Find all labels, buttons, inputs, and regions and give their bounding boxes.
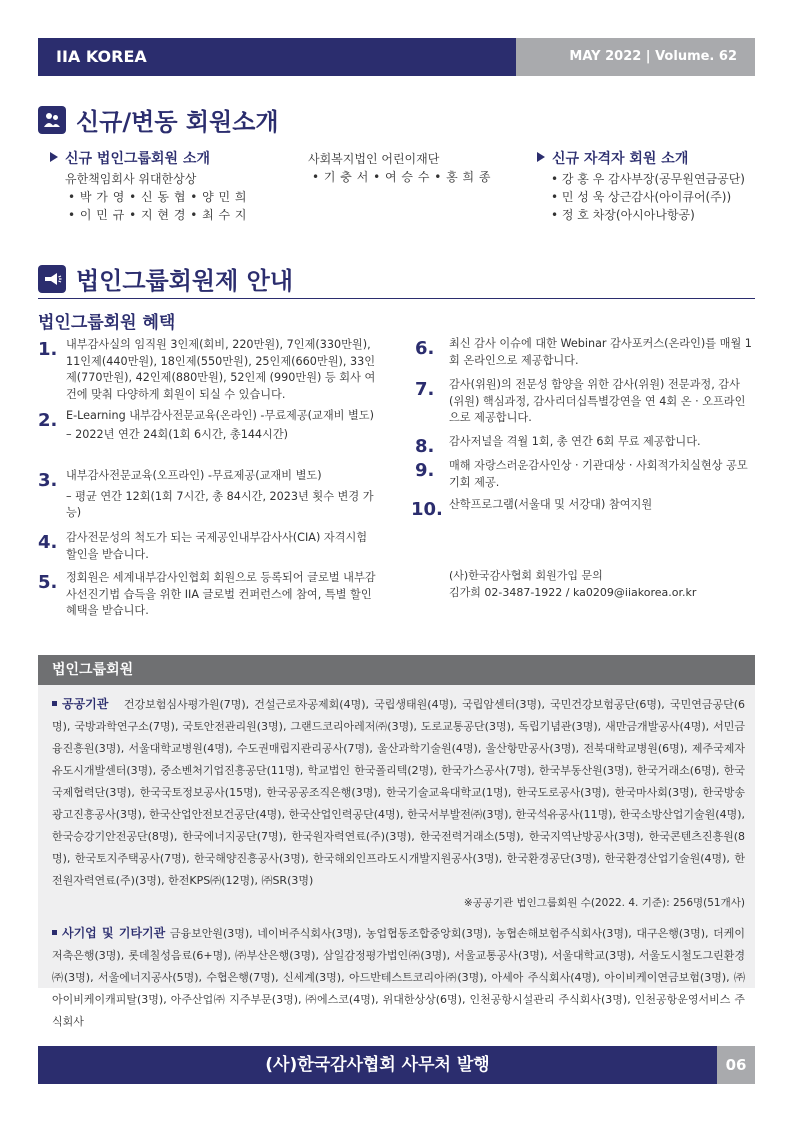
benefit-number: 7. (415, 379, 435, 400)
new-corporate-heading: 신규 법인그룹회원 소개 (50, 150, 247, 168)
benefit-number: 4. (38, 532, 58, 553)
benefit-number: 10. (411, 499, 443, 520)
section2-heading: 법인그룹회원제 안내 (76, 267, 294, 295)
people-icon (38, 106, 66, 134)
benefit-text: 감사(위원)의 전문성 함양을 위한 감사(위원) 전문과정, 감사(위원) 핵심과정, 감사리더십특별강연을 연 4회 온 · 오프라인으로 제공합니다. (449, 378, 746, 424)
square-bullet-icon (52, 930, 57, 935)
benefit-number: 5. (38, 572, 58, 593)
benefit-text: E-Learning 내부감사전문교육(온라인) -무료제공(교재비 별도) – 2022년 연간 24회(1회 6시간, 총144시간) (66, 409, 374, 441)
foundation-members (308, 150, 491, 186)
benefit-text: 최신 감사 이슈에 대한 Webinar 감사포커스(온라인)를 매월 1회 온라인으로 제공합니다. (449, 337, 752, 367)
private-institutions-label: 사기업 및 기타기관 (52, 926, 165, 940)
benefit-number: 3. (38, 470, 58, 491)
benefits-subhead: 법인그룹회원 혜택 (38, 313, 176, 333)
new-certified-heading: 신규 자격자 회원 소개 (537, 150, 745, 168)
benefit-item (415, 336, 755, 369)
benefit-number: 8. (415, 436, 435, 457)
foundation-member-names: • 기 충 서 • 여 승 수 • 홍 희 종 (312, 170, 492, 184)
section2-divider (38, 298, 755, 299)
benefit-text: 감사전문성의 척도가 되는 국제공인내부감사사(CIA) 자격시험 할인을 받습니다. (66, 531, 368, 561)
foundation-name: 사회복지법인 어린이재단 (308, 152, 440, 166)
benefit-text: 내부감사실의 임직원 3인제(회비, 220만원), 7인제(330만원), 11인제(440만원), 18인제(550만원), 25인제(660만원), 33인제(770만원), 42인제(880만원), 52인제 (990만원) 등 회사 여건에 맞춰 다양하게 회원이 되실 수 있습니다. (66, 338, 376, 401)
benefit-text: 매해 자랑스러운감사인상 · 기관대상 · 사회적가치실현상 공모기회 제공. (449, 459, 748, 489)
square-bullet-icon (52, 701, 57, 706)
benefit-item (38, 530, 378, 563)
private-institutions-text: 금융보안원(3명), 네이버주식회사(3명), 농업협동조합중앙회(3명), 농협손해보험주식회사(3명), 대구은행(3명), 더케이저축은행(3명), 롯데칠성음료(6+명), ㈜부산은행(3명), 삼일감정평가법인㈜(3명), 서울교통공사(3명), 서울대학교(3명), 서울도시철도그린환경㈜(3명), 서울에너지공사(5명), 수협은행(7명), 신세계(3명), 아드반테스트코리아㈜(3명), 아세아 주식회사(4명), 아이비케이연금보험(3명), ㈜아이비케이캐피탈(3명), 아주산업㈜ 지주부문(3명), ㈜에스코(4명), 위대한상상(6명), 인천공항시설관리 주식회사(3명), 인천공항운영서비스 주식회사 (52, 927, 745, 1028)
triangle-bullet-icon (537, 152, 545, 162)
footer-bar (38, 1046, 755, 1084)
benefit-number: 6. (415, 338, 435, 359)
benefit-item (38, 337, 378, 403)
triangle-bullet-icon (50, 152, 58, 162)
public-institutions-label: 공공기관 (52, 697, 108, 711)
benefit-number: 1. (38, 339, 58, 360)
certified-member-2: • 민 성 욱 상근감사(아이큐어(주)) (551, 190, 732, 204)
benefit-text: 감사저널을 격월 1회, 총 연간 6회 무료 제공합니다. (449, 435, 701, 448)
certified-member-3: • 정 호 차장(아시아나항공) (551, 208, 695, 222)
private-institutions (52, 922, 745, 1033)
benefit-item (38, 570, 378, 620)
megaphone-icon (38, 265, 66, 293)
benefit-item (415, 377, 755, 427)
new-corporate-members (50, 150, 247, 224)
contact-details[interactable]: 김가희 02-3487-1922 / ka0209@iiakorea.or.kr (449, 586, 697, 599)
benefit-text: 산학프로그램(서울대 및 서강대) 참여지원 (449, 498, 653, 511)
contact-title: (사)한국감사협회 회원가입 문의 (449, 569, 603, 582)
header-brand: IIA KOREA (38, 38, 516, 76)
benefit-item (415, 434, 755, 457)
header-issue: MAY 2022 | Volume. 62 (516, 38, 755, 76)
public-institutions-note: ※공공기관 법인그룹회원 수(2022. 4. 기준): 256명(51개사) (463, 897, 745, 909)
members-list (38, 685, 755, 1028)
benefit-item (38, 468, 378, 522)
public-institutions-text: 건강보험심사평가원(7명), 건설근로자공제회(4명), 국립생태원(4명), 국립암센터(3명), 국민건강보험공단(6명), 국민연금공단(6명), 국방과학연구소(7명), 국토안전관리원(3명), 그랜드코리아레저㈜(3명), 도로교통공단(3명), 독립기념관(3명), 새만금개발공사(4명), 서민금융진흥원(3명), 서울대학교병원(4명), 수도권매립지관리공사(7명), 울산과학기술원(4명), 울산항만공사(3명), 전북대학교병원(6명), 제주국제자유도시개발센터(3명), 중소벤처기업진흥공단(11명), 학교법인 한국폴리텍(2명), 한국가스공사(7명), 한국부동산원(3명), 한국거래소(6명), 한국국제협력단(3명), 한국국토정보공사(15명), 한국공공조직은행(3명), 한국기술교육대학교(1명), 한국도로공사(3명), 한국마사회(3명), 한국방송광고진흥공사(3명), 한국산업안전보건공단(4명), 한국산업인력공단(4명), 한국서부발전㈜(3명), 한국석유공사(11명), 한국소방산업기술원(4명), 한국승강기안전공단(8명), 한국에너지공단(7명), 한국원자력연료(주)(3명), 한국전력거래소(5명), 한국지역난방공사(3명), 한국콘텐츠진흥원(8명), 한국토지주택공사(7명), 한국해양진흥공사(3명), 한국해외인프라도시개발지원공사(3명), 한국환경공단(3명), 한국환경산업기술원(4명), 한전원자력연료(주)(3명), 한전KPS㈜(12명), ㈜SR(3명) (52, 698, 745, 887)
company-name: 유한책임회사 위대한상상 (65, 172, 197, 186)
footer-publisher: (사)한국감사협회 사무처 발행 (38, 1046, 717, 1084)
member-names-row1: • 박 가 영 • 신 동 협 • 양 민 희 (68, 190, 248, 204)
section2-title (38, 261, 293, 296)
benefit-number: 9. (415, 460, 435, 481)
page-number: 06 (717, 1046, 755, 1084)
members-bar: 법인그룹회원 (38, 655, 755, 685)
header-bar (38, 38, 755, 76)
public-institutions (52, 693, 745, 892)
membership-contact (449, 567, 696, 601)
benefit-text: 내부감사전문교육(오프라인) -무료제공(교재비 별도) – 평균 연간 12회(1회 7시간, 총 84시간, 2023년 횟수 변경 가능) (66, 469, 374, 519)
benefit-text: 정회원은 세계내부감사인협회 회원으로 등록되어 글로벌 내부감사선진기법 습득을 위한 IIA 글로벌 컨퍼런스에 참여, 특별 할인 혜택을 받습니다. (66, 571, 376, 617)
section1-heading: 신규/변동 회원소개 (76, 108, 279, 136)
new-certified-members (537, 150, 745, 224)
certified-member-1: • 강 홍 우 감사부장(공무원연금공단) (551, 172, 745, 186)
benefit-number: 2. (38, 410, 58, 431)
benefit-item (38, 408, 378, 443)
member-names-row2: • 이 민 규 • 지 현 경 • 최 수 지 (68, 208, 248, 222)
benefit-item (411, 497, 755, 520)
benefit-item (415, 458, 755, 491)
section1-title (38, 102, 279, 137)
